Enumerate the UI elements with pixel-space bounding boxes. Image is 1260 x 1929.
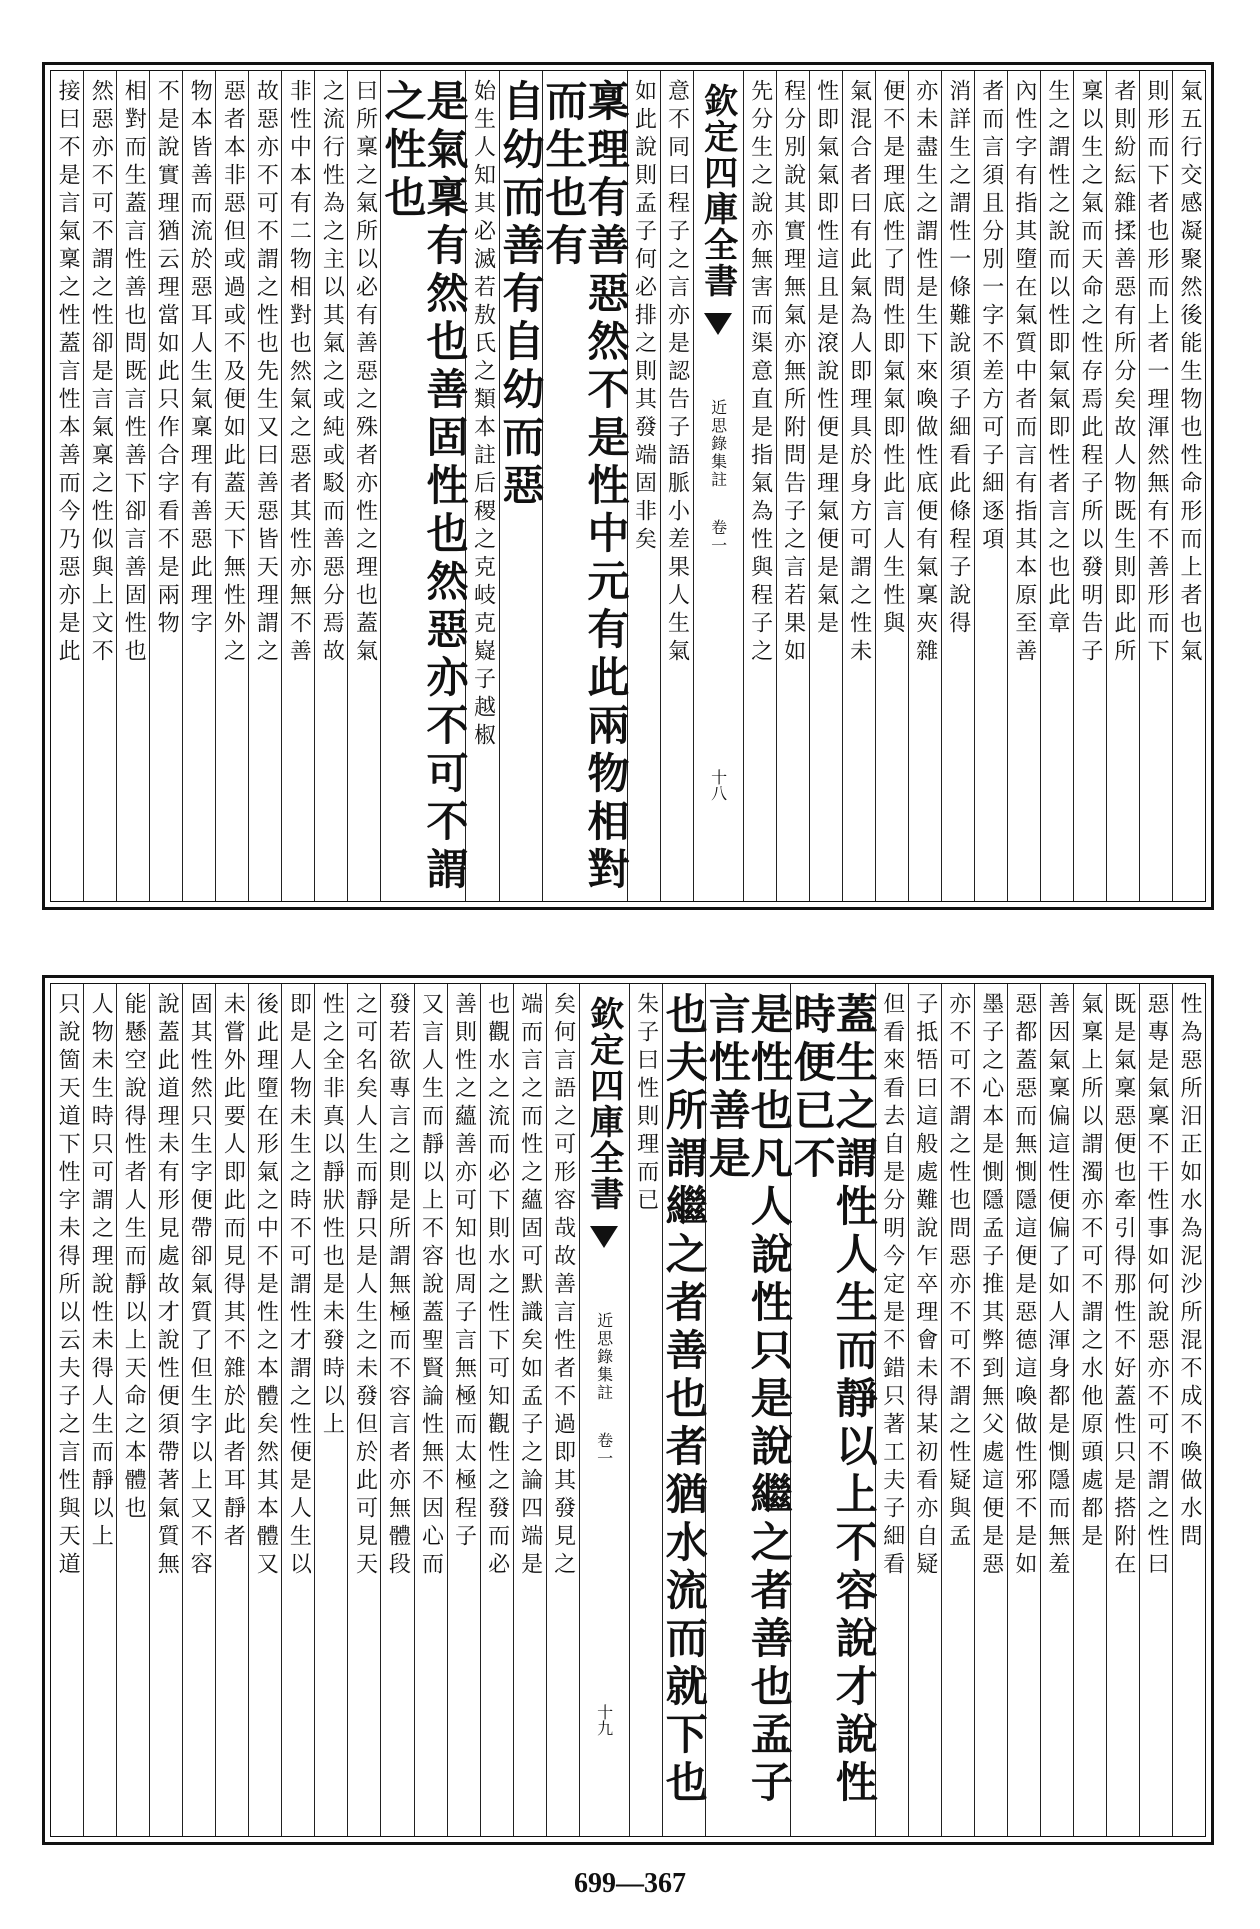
top-page-inner-border [50,70,1206,902]
text-column [1106,984,1139,1836]
commentary-text: 能懸空說得性者人生而靜以上天命之本體也 [121,992,147,1524]
text-column [414,984,447,1836]
commentary-text: 未嘗外此要人即此而見得其不雜於此者耳靜者 [220,992,246,1552]
text-column [660,71,693,901]
text-column [974,71,1007,901]
commentary-text: 但看來看去自是分明今定是不錯只著工夫子細看 [879,992,905,1580]
text-column [627,71,660,901]
commentary-text: 善則性之蘊善亦可知也周子言無極而太極程子 [451,992,477,1552]
commentary-text: 後此理墮在形氣之中不是性之本體矣然其本體又 [253,992,279,1580]
commentary-text: 亦不可不謂之性也問惡亦不可不謂之性疑與孟 [945,992,971,1552]
main-text: 自幼而善有自幼而惡 [496,79,546,511]
work-title: 近思錄集註 [594,1312,614,1402]
commentary-text: 發若欲專言之則是所謂無極而不容言者亦無體段 [385,992,411,1580]
commentary-text: 曰所稟之氣所以必有善惡之殊者亦性之理也蓋氣 [352,79,378,667]
main-text: 蓋生之謂性人生而靜以上不容說才說性時便已不 [787,992,879,1808]
commentary-text: 又言人生而靜以上不容說蓋聖賢論性無不因心而 [418,992,444,1580]
text-column [215,984,248,1836]
page-number: 十八 [708,769,728,801]
commentary-text: 朱子曰性則理而已 [633,992,659,1216]
text-column [1073,984,1106,1836]
commentary-text: 先分生之說亦無害而渠意直是指氣為性與程子之 [747,79,773,667]
text-column [776,71,809,901]
commentary-text: 之可名矣人生而靜只是人生之未發但於此可見天 [352,992,378,1580]
commentary-text: 者則紛紜雜揉善惡有所分矣故人物既生則即此所 [1110,79,1136,667]
text-column [496,71,546,901]
commentary-text: 惡都蓋惡而無惻隱這便是惡德這喚做性邪不是如 [1011,992,1037,1580]
text-column [182,984,215,1836]
text-column [281,71,314,901]
text-column [787,984,879,1836]
commentary-text: 之流行性為之主以其氣之或純或駁而善惡分焉故 [319,79,345,667]
text-column [1007,984,1040,1836]
commentary-text: 接曰不是言氣稟之性蓋言性本善而今乃惡亦是此 [55,79,81,667]
text-column [974,984,1007,1836]
commentary-text: 然惡亦不可不謂之性卻是言氣稟之性似與上文不 [88,79,114,667]
commentary-text: 不是說實理猶云理當如此只作合字看不是兩物 [154,79,180,639]
commentary-text: 生之謂性之說而以性即氣氣即性者言之也此章 [1044,79,1070,639]
text-column [314,71,347,901]
commentary-text: 既是氣稟惡便也牽引得那性不好蓋性只是搭附在 [1110,992,1136,1580]
commentary-text: 端而言之而性之蘊固可默識矣如孟子之論四端是 [517,992,543,1580]
text-column [809,71,842,901]
text-column [281,984,314,1836]
text-column [480,984,513,1836]
commentary-text: 性即氣氣即性這且是滾說性便是理氣便是氣是 [813,79,839,639]
commentary-text: 亦未盡生之謂性是生下來喚做性底便有氣稟夾雜 [912,79,938,667]
text-column [1172,71,1205,901]
page-code: 699—367 [574,1868,686,1899]
text-column [539,71,631,901]
commentary-text: 氣混合者曰有此氣為人即理具於身方可謂之性未 [846,79,872,667]
text-column [149,71,182,901]
commentary-text: 意不同曰程子之言亦是認告子語脈小差果人生氣 [664,79,690,667]
commentary-text: 物本皆善而流於惡耳人生氣稟理有善惡此理字 [187,79,213,639]
text-column [83,984,116,1836]
commentary-text: 者而言須且分別一字不差方可子細逐項 [978,79,1004,555]
text-column [51,984,83,1836]
text-column [1139,71,1172,901]
text-column [941,71,974,901]
bottom-page-inner-border [50,983,1206,1837]
text-column [347,984,380,1836]
commentary-text: 性之全非真以靜狀性也是未發時以上 [319,992,345,1440]
text-column [743,71,776,901]
page-number: 十九 [594,1704,614,1736]
work-title: 近思錄集註 [708,399,728,489]
text-column [378,71,470,901]
text-column [314,984,347,1836]
text-column [248,71,281,901]
commentary-text: 善因氣稟偏這性便偏了如人渾身都是惻隱而無羞 [1044,992,1070,1580]
juan-label: 卷一 [594,1432,614,1468]
commentary-text: 固其性然只生字便帶卻氣質了但生字以上又不容 [187,992,213,1580]
bottom-text-columns [51,984,1205,1836]
header-title: 欽定四庫全書 [583,996,624,1212]
text-column [51,71,83,901]
text-column [1007,71,1040,901]
top-page-frame [42,62,1214,910]
commentary-text: 惡專是氣稟不干性事如何說惡亦不可不謂之性曰 [1143,992,1169,1580]
fish-tail-mark-icon [584,1222,624,1262]
text-column [1040,984,1073,1836]
commentary-text: 說蓋此道理未有形見處故才說性便須帶著氣質無 [154,992,180,1580]
commentary-text: 內性字有指其墮在氣質中者而言有指其本原至善 [1011,79,1037,667]
commentary-text: 便不是理底性了問性即氣氣即性此言人生性與 [879,79,905,639]
banner-column [693,71,743,901]
text-column [1073,71,1106,901]
commentary-text: 非性中本有二物相對也然氣之惡者其性亦無不善 [286,79,312,667]
main-text: 也夫所謂繼之者善也者猶水流而就下也 [659,992,709,1808]
main-text: 是氣稟有然也善固性也然惡亦不可不謂之性也 [378,79,470,895]
text-column [941,984,974,1836]
commentary-text: 稟以生之氣而天命之性存焉此程子所以發明告子 [1077,79,1103,667]
text-column [1106,71,1139,901]
commentary-text: 則形而下者也形而上者一理渾然無有不善形而下 [1143,79,1169,667]
commentary-text: 消詳生之謂性一條難說須子細看此條程子說得 [945,79,971,639]
commentary-text: 只說箇天道下性字未得所以云夫子之言性與天道 [55,992,81,1580]
commentary-text: 始生人知其必滅若敖氏之類本註后稷之克岐克嶷子越椒 [470,79,496,751]
text-column [842,71,875,901]
commentary-text: 相對而生蓋言性善也問既言性善下卻言善固性也 [121,79,147,667]
text-column [380,984,413,1836]
text-column [116,71,149,901]
commentary-text: 氣五行交感凝聚然後能生物也性命形而上者也氣 [1176,79,1202,667]
juan-label: 卷一 [708,519,728,555]
main-text: 是性也凡人說性只是說繼之者善也孟子言性善是 [702,992,794,1808]
text-column [629,984,662,1836]
bottom-page-frame [42,975,1214,1845]
top-text-columns [51,71,1205,901]
commentary-text: 如此說則孟子何必排之則其發端固非矣 [631,79,657,555]
text-column [875,984,908,1836]
text-column [908,984,941,1836]
commentary-text: 故惡亦不可不謂之性也先生又曰善惡皆天理謂之 [253,79,279,667]
commentary-text: 氣稟上所以謂濁亦不可不謂之水他原頭處都是 [1077,992,1103,1552]
text-column [116,984,149,1836]
text-column [1172,984,1205,1836]
header-title: 欽定四庫全書 [697,83,738,299]
commentary-text: 惡者本非惡但或過或不及便如此蓋天下無性外之 [220,79,246,667]
text-column [1139,984,1172,1836]
text-column [149,984,182,1836]
main-text: 稟理有善惡然不是性中元有此兩物相對而生也有 [539,79,631,895]
text-column [659,984,709,1836]
text-column [215,71,248,901]
text-column [347,71,380,901]
text-column [513,984,546,1836]
commentary-text: 墨子之心本是惻隱孟子推其弊到無父處這便是惡 [978,992,1004,1580]
text-column [546,984,579,1836]
fish-tail-mark-icon [698,309,738,349]
commentary-text: 即是人物未生之時不可謂性才謂之性便是人生以 [286,992,312,1580]
text-column [465,71,498,901]
commentary-text: 子抵牾曰這般處難說乍卒理會未得某初看亦自疑 [912,992,938,1580]
text-column [702,984,794,1836]
text-column [875,71,908,901]
text-column [248,984,281,1836]
commentary-text: 人物未生時只可謂之理說性未得人生而靜以上 [88,992,114,1552]
text-column [182,71,215,901]
commentary-text: 也觀水之流而必下則水之性下可知觀性之發而必 [484,992,510,1580]
text-column [1040,71,1073,901]
commentary-text: 性為惡所汨正如水為泥沙所混不成不喚做水問 [1176,992,1202,1552]
text-column [908,71,941,901]
commentary-text: 矣何言語之可形容哉故善言性者不過即其發見之 [550,992,576,1580]
banner-column [579,984,629,1836]
text-column [447,984,480,1836]
commentary-text: 程分別說其實理無氣亦無所附問告子之言若果如 [780,79,806,667]
text-column [83,71,116,901]
